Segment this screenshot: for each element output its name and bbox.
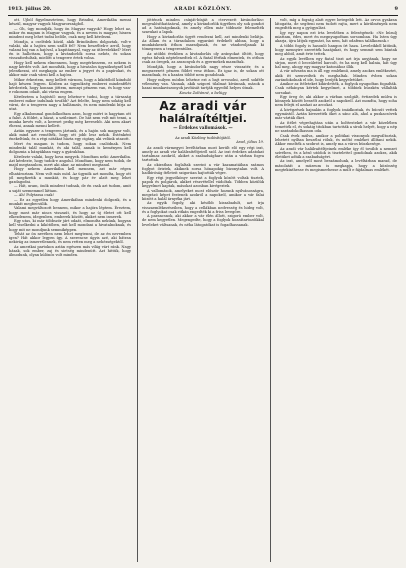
column-separator — [137, 18, 138, 562]
header-rule — [8, 15, 398, 16]
article-dateline: Arad, július 19. — [236, 139, 264, 144]
paragraph: Aztán egyszer a tengeren jártunk, és a hajón sok magyar volt, akik mind azt remélték, hogy ott jobb lesz nekik. Esténként énekeltünk, és a régi nótákat húzta egy cigány, aki velünk utazott. — [9, 128, 131, 142]
paragraph: Az egyik fogoly, aki később kiszabadult, azt írja visszaemlékezéseiben, hogy a cellákban nedvesség és hideg volt, és a foglyokat csak ritkán engedték ki a friss levegőre. — [142, 201, 264, 214]
paragraph: Az irat, amelyről most beszámolunk, a levéltárban marad, de másolatát a múzeum is megkapja, hogy a közönség megtekinthesse és megismerhesse a múlt e fájdalmas emlékét. — [275, 159, 397, 172]
paragraph: Hogy kell nekem elmennem, hogy megérkezzem, ez nekem is nagy kérdés volt. Azt mondták, hogy a hivatalos ügynökségnél kell jelentkezni, ott megkapja az ember a jegyet és a papírokat, és akkor már csak várni kell a hajóra. — [9, 60, 131, 78]
paragraph: Mikor érkeztem, meg kellett várnom, hogy a kikötőből kiinduló hajó készen legyen. Közben az ügynökség emberei mindenfélét kérdeztek, hogy honnan jöttem, mennyi pénzem van, és hogy van-e rokonom odaát, aki várna engem. — [9, 77, 131, 95]
paragraph: Egy alkalommal gondolkodtam azon, hogy miért is hagytam ott a falut. A földet, a házat, a szüleimet. De hát nem volt mit tenni, a munka kevés volt, a kereset pedig még kevesebb. Aki nem akart éhezni, annak menni kellett. — [9, 111, 131, 129]
paragraph: Az egyik levélben egy fiatal tiszt azt írja anyjának, hogy ne sírjon, mert ő becsülettel harcolt, és ha meg kell halnia, hát úgy hal meg, ahogy egy magyar katonához illik. — [275, 56, 397, 69]
paragraph: A parancsnok, aki akkor a vár élén állott, szigorú ember volt, de nem kegyetlen. Megengedte, hogy a foglyok hozzátartozóikkal leveleket váltsanak, és néha látogatókat is fogadhassanak. — [142, 214, 264, 227]
paragraph: — Ah! Folytassa csak! — [14, 193, 55, 198]
masthead: ARADI KÖZLÖNY. — [173, 6, 233, 12]
paragraph: Tehát az ön nevében nem lehet megtenni, de az én nevemben igen? Hát akkor legyen így. A szerencse úgyis azé, aki bátran nekivág az ismeretlennek, és nem retten meg a nehézségektől. — [9, 232, 131, 245]
column-separator — [270, 18, 271, 562]
paragraph: Egy régi jegyzőkönyv szerint a foglyok között voltak tisztek, papok és polgárok, akiket részvétellel vádoltak. Többen közülük kegyelmet kaptak, másokat azonban kivégeztek. — [142, 175, 264, 189]
paragraph: Hogy a kivándorlás ügyét rendezni kell, azt mindenki belátja. Az állam és a társadalom egyaránt érdekelt abban, hogy a munkáskezek itthon maradjanak, és ne vándoroljanak ki tömegesen a tengerentúlra. — [142, 35, 264, 52]
paragraph: Csak évek múlva, amikor a politikai viszonyok megváltoztak, lehetett nyíltan beszélni róluk, és méltó emléket állítani nekik. Akkor emelték a szobrot is, amely ma a város büszkesége. — [275, 133, 397, 147]
paragraph: Így egy napon ezt írta levelében a feleségének: »Ne búsulj miattam, édes, mert én megnyugodtam sorsomban. Ha Isten úgy akarja, újra látjuk egymást, ha nem, hát odafenn találkozunk.« — [275, 30, 397, 44]
paragraph: Egy öreg őr, aki akkor a várban szolgált, évtizedek múlva is könnyek között beszélt azokról a napokról. Azt mondta, hogy soha nem felejti el azokat az arcokat. — [275, 95, 397, 108]
page-number: 9 — [394, 6, 398, 12]
article-signature: Koszta Zoltánné, a belügy — [179, 91, 227, 96]
article-title: Az aradi vár — [159, 99, 247, 114]
paragraph: — Hát, uram, önök mindent tudnak, de én csak azt tudom, amit a saját szememmel láttam. — [9, 184, 131, 193]
paragraph: — Ez az egyetlen hogy Amerikában mindenki dolgozik, és a munkát megbecsülik. — [9, 197, 131, 206]
paragraph: Mondják, hogy a kivándorlók nagy része visszatér, és a megszerzett pénzen földet vesz itthon. Ez igaz is, de sokan ott maradnak, és a hazára többé nem gondolnak. — [142, 64, 264, 78]
paragraph: Hogy milyen módon lehetne ezt a bajt orvosolni, arról sokféle vélemény van. Vannak, akik szigorú tilalmat kívánnak, mások a hazai munkaviszonyok javítását tartják egyedül helyes útnak. — [142, 77, 264, 91]
column-1 — [9, 18, 131, 562]
paragraph: Hogy nekem Amerikába kell mennem, azt már régen elhatároztam. Nem volt más mód. Az ügynök azt mondta, hogy ott jól megfizetik a munkát, és hogy pár év alatt meg lehet gazdagodni. — [9, 167, 131, 184]
paragraph: Egy utas, ki már többször járt odaát, elmondta nekünk, hogyan kell viselkedni a kikötőben, mit kell mondani a hivatalnoknak, és hogy mit ne mondjunk semmiképpen. — [9, 219, 131, 232]
paragraph: Kérdezte valaki, hogy hova megyek. Mondtam neki: Amerikába. Azt kérdezte, hogy tudok-e angolul. Mondtam, hogy nem tudok, de majd megtanulom, mert aki akar, az mindent megtanul. — [9, 154, 131, 167]
article-title-line2: halálraítéltjei. — [159, 112, 247, 126]
article-subtitle: — Érdekes vallomások. — — [173, 125, 233, 131]
paragraph: Mondja, a cselédek közül, akik Brindisiben dolgoztak, volt-e valaki, aki a hajóra nem szállt fel? Nem beszéltek-e arról, hogy valami baj van a hajóval, a kapitánnyal, vagy az útlevelekkel? Mert én is hallottam, hogy a kivándorlók sorsa nehéz, és sokan visszafordultak, mielőtt a tengerre értek volna. — [9, 39, 131, 61]
paragraph: volt, míg a fogság alatt egyre betegebb lett. Az orvos gyakran látogatta, de segíteni nem tudott rajta, mert a körülmények nem engedték meg a gyógyulást. — [275, 18, 397, 31]
article-byline: Az aradi Közlöny tudósítójától. — [175, 135, 231, 140]
paragraph: jöttének minden csínját-bínját a »tervezett kivándorlás« megvalósíthatásával, amely a kivándorlók ügyében oly sok gondot ad a hatóságoknak, és amely ellen már többször felemelték szavukat a lapok. — [142, 18, 264, 35]
column-2 — [142, 18, 264, 562]
article-title-block — [142, 97, 264, 143]
paragraph: Az utóbbi években a kivándorlás oly arányokat öltött, hogy egész falvak néptelenedtek el. A fiatal férfiak elmentek, és otthon csak az öregek, az asszonyok és a gyermekek maradtak. — [142, 52, 264, 65]
paragraph: A vallomások, amelyeket most először hozunk nyilvánosságra, megrázó képet festenek azokról a napokról, amikor a vár falai között a halál árnyéka járt. — [142, 188, 264, 201]
paragraph: Kérdeztem a hajóstól: meg lehetne-e tudni, hogy a társaság emberei mikor indulnak tovább? Azt felelte, hogy nem sokáig kell várni, de a tengeren nagy a hullámzás, és nem mindenki bírja az utat. — [9, 94, 131, 112]
paragraph: Az aradi vármegyei levéltárban most került elő egy régi irat, amely az aradi vár halálraítéltjeiről szól. Az irat érdekes adatokat tartalmaz azokról, akiket a szabadságharc után a várban fogva tartottak. — [142, 145, 264, 163]
paragraph: — Oh, úgy mondják, hogy ön Magyar vagyok? Hogy lehet az, mikor én magam is Magyar vagyok, és a nevem is magyar, hiszen mindent meg lehet tudni belőle, csak meg kell kérdezni. — [9, 26, 131, 40]
page-header — [8, 4, 398, 14]
paragraph: ott. Ujból figyelmeztetem, hogy Brindisi, Amerikába menni készül, magyar vagyok Magyarországból. — [9, 18, 131, 27]
paragraph: Az okiratban foglaltak szerint a vár kazamatáiban számos foglyot őriztek, akiknek sorsa hónapokig bizonytalan volt. A hadbíróság ítéleteit szigorúan hajtották végre. — [142, 162, 264, 176]
paragraph: Amikor az ítéleteket kihirdették, a foglyok nyugodtan fogadták. Csak néhányan kértek kegyelmet, a többiek büszkén vállalták sorsukat. — [275, 82, 397, 95]
paragraph: Az ítélet végrehajtása után a holttesteket a vár közelében temették el, és sokáig titokban tartották a sírok helyét, hogy a nép ne zarándokolhasson oda. — [275, 120, 397, 134]
title-rule — [188, 133, 218, 134]
paragraph: Az amerikai partokon aztán egészen más világ várt ránk. Nagy házak, sok ember, zaj és sietség mindenütt. Azt hittük, hogy álmodunk, olyan különös volt minden. — [9, 244, 131, 258]
paragraph: Mert én magam is tudom, hogy sokan csalódnak. Nem mindenki talál munkát, és aki talál, annak is keményen kell dolgoznia a bányákban vagy a gyárakban. — [9, 141, 131, 154]
column-3 — [275, 18, 397, 562]
paragraph: A kivégzések hajnalán a foglyok imádkoztak, és búcsút vettek egymástól. Aztán kivezették őket a sánc alá, ahol a puskacsövek már várták őket. — [275, 108, 397, 121]
issue-date: 1913. július 20. — [8, 6, 52, 12]
paragraph: Valami megváltozott bennem, mikor a hajóra léptem. Éreztem, hogy most már nincs visszaút, és hogy az új életet ott kell elkezdenem, idegenben, emberek között, akiket nem ismerek. — [9, 206, 131, 219]
paragraph: A vár udvarán ma is áll egy emlékmű, amely azokra emlékeztet, akik itt szenvedtek és meghaltak. Minden évben sokan zarándokolnak el ide, hogy lerójék kegyeletüket. — [275, 69, 397, 82]
paragraph: A többi fogoly is hasonló hangon írt haza. Leveleikből kitűnik, hogy mennyire szerették hazájukat, és hogy semmit sem bántak meg abból, amit érte tettek. — [275, 43, 397, 57]
paragraph: Az aradi vár halálraítéltjeinek emléke így él tovább a nemzet szívében, és a késő utódok is tisztelettel gondolnak azokra, akik életüket adták a szabadságért. — [275, 146, 397, 159]
